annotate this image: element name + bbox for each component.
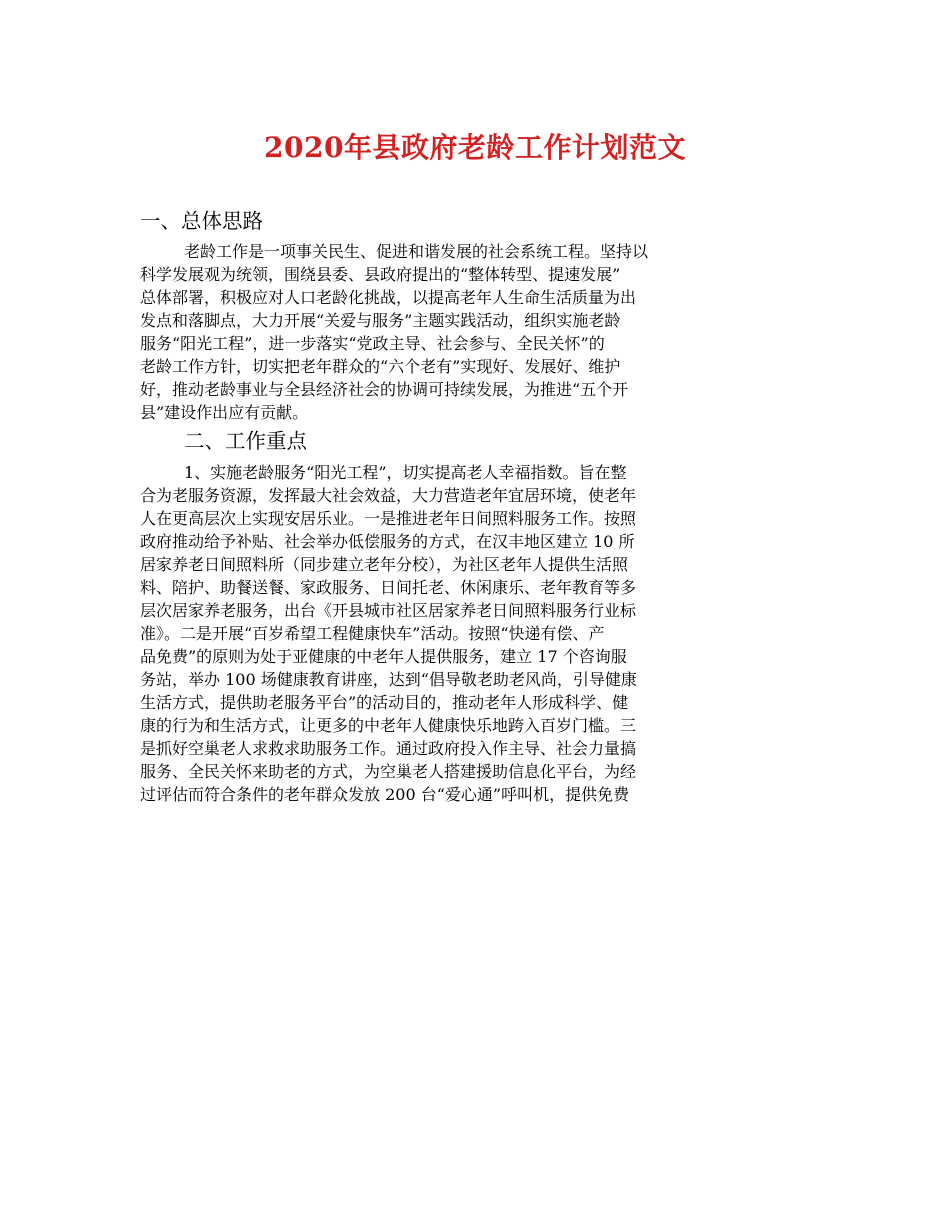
text-line: 好，推动老龄事业与全县经济社会的协调可持续发展，为推进“五个开: [140, 380, 629, 400]
text-line: 发点和落脚点，大力开展“关爱与服务”主题实践活动，组织实施老龄: [140, 311, 621, 331]
text-line: 过评估而符合条件的老年群众发放 200 台“爱心通”呼叫机，提供免费: [140, 784, 630, 804]
text-line: 居家养老日间照料所（同步建立老年分校），为社区老年人提供生活照: [140, 554, 629, 574]
paragraph-overall-approach: [140, 239, 815, 423]
text-line: 科学发展观为统领，围绕县委、县政府提出的“整体转型、提速发展”: [140, 265, 621, 285]
text-line: 政府推动给予补贴、社会举办低偿服务的方式，在汉丰地区建立 10 所: [140, 531, 635, 551]
text-line: 老龄工作方针，切实把老年群众的“六个老有”实现好、发展好、维护: [140, 357, 621, 377]
text-line: 康的行为和生活方式，让更多的中老年人健康快乐地跨入百岁门槛。三: [140, 715, 637, 735]
text-line: 总体部署，积极应对人口老龄化挑战，以提高老年人生命生活质量为出: [140, 288, 637, 308]
text-line: 务站，举办 100 场健康教育讲座，达到“倡导敬老助老风尚，引导健康: [140, 669, 637, 689]
document-title: 2020年县政府老龄工作计划范文: [264, 131, 686, 164]
text-line: 准》。二是开展“百岁希望工程健康快车”活动。按照“快递有偿、产: [140, 623, 605, 643]
text-line: 合为老服务资源，发挥最大社会效益，大力营造老年宜居环境，使老年: [140, 485, 637, 505]
text-line: 服务“阳光工程”，进一步落实“党政主导、社会参与、全民关怀”的: [140, 334, 605, 354]
text-line: 是抓好空巢老人求救求助服务工作。通过政府投入作主导、社会力量搞: [140, 738, 637, 758]
text-line: 品免费”的原则为处于亚健康的中老年人提供服务，建立 17 个咨询服: [140, 646, 627, 666]
text-line: 服务、全民关怀来助老的方式，为空巢老人搭建援助信息化平台，为经: [140, 761, 637, 781]
text-line: 层次居家养老服务，出台《开县城市社区居家养老日间照料服务行业标: [140, 600, 637, 620]
section-heading-overall-approach: 一、总体思路: [140, 209, 263, 233]
paragraph-work-focus: [140, 460, 815, 805]
document-body: [140, 203, 815, 805]
section-heading-work-focus: 二、工作重点: [184, 429, 307, 454]
text-line: 料、陪护、助餐送餐、家政服务、日间托老、休闲康乐、老年教育等多: [140, 577, 637, 597]
text-line: 1、实施老龄服务“阳光工程”，切实提高老人幸福指数。旨在整: [184, 462, 627, 482]
text-line: 生活方式，提供助老服务平台”的活动目的，推动老年人形成科学、健: [140, 692, 629, 712]
text-line: 县”建设作出应有贡献。: [140, 403, 309, 423]
text-line: 人在更高层次上实现安居乐业。一是推进老年日间照料服务工作。按照: [140, 508, 637, 528]
text-line: 老龄工作是一项事关民生、促进和谐发展的社会系统工程。坚持以: [184, 242, 649, 262]
